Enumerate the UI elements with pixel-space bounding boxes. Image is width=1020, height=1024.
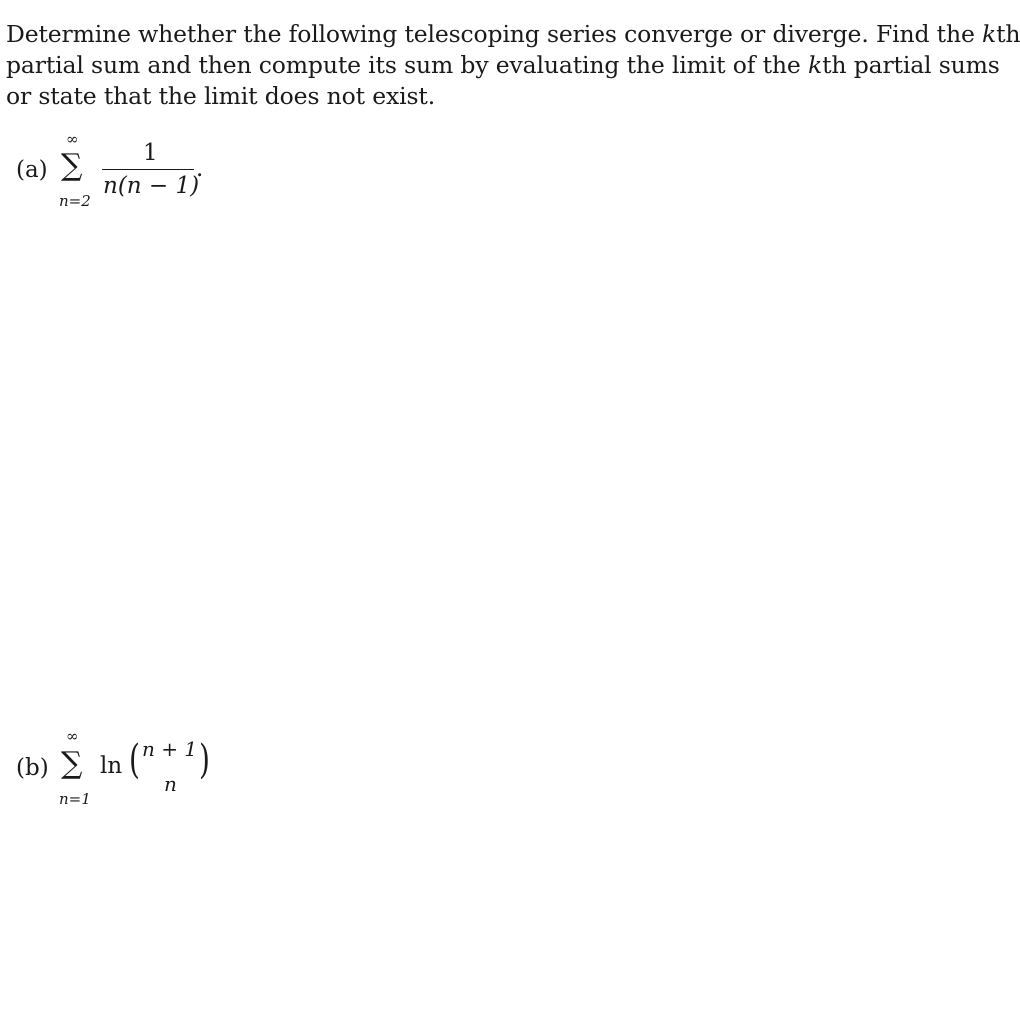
sum-lower-limit: n=2 [59,192,91,210]
trailing-period: . [196,156,204,182]
instructions-paragraph [6,19,1020,112]
instructions-line-3: or state that the limit does not exist. [6,82,436,110]
sum-upper-limit: ∞ [66,130,79,148]
left-parenthesis: ( [129,737,140,783]
fraction-denominator: n(n − 1) [103,173,200,199]
problem-a-label: (a) [16,157,48,183]
variable-k: k [808,51,823,79]
fraction-denominator: n [164,772,177,796]
variable-k: k [982,20,997,48]
right-parenthesis: ) [199,737,210,783]
natural-log-function: ln [100,753,123,779]
fraction-bar [102,169,194,170]
instructions-line-1: Determine whether the following telescoping series converge or diverge. Find the kth [6,20,1020,48]
fraction-numerator: 1 [143,140,158,166]
sum-upper-limit: ∞ [66,727,79,745]
instructions-line-2: partial sum and then compute its sum by evaluating the limit of the kth partial sums [6,51,1000,79]
problem-b-label: (b) [16,755,49,781]
summation-symbol: ∑ [61,148,83,183]
sum-lower-limit: n=1 [59,790,91,808]
fraction-numerator: n + 1 [142,737,198,761]
summation-symbol: ∑ [61,746,83,781]
